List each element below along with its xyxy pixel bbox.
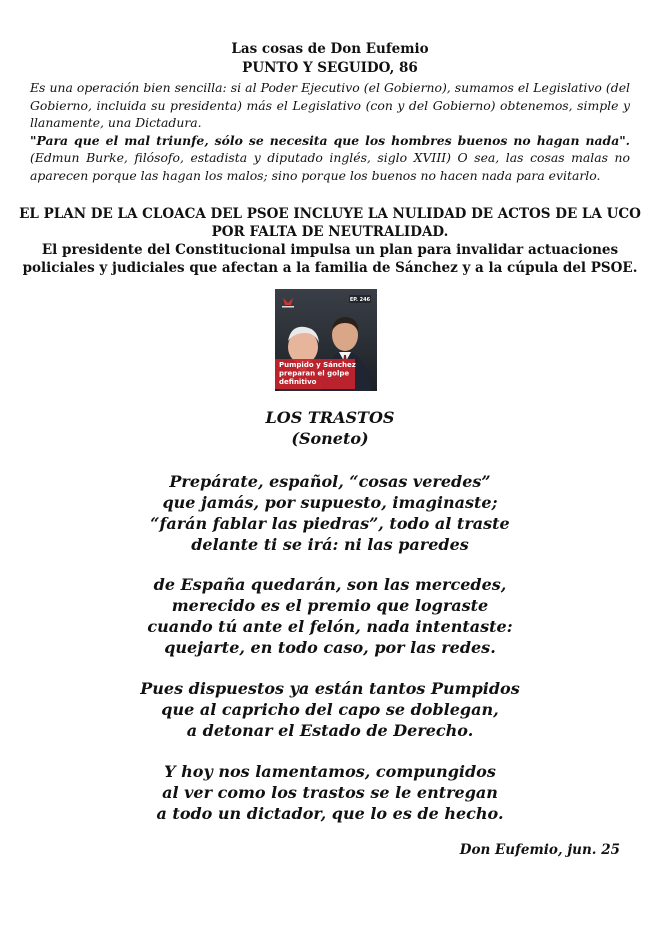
thumbnail-illustration xyxy=(275,289,377,391)
column-name: Las cosas de Don Eufemio xyxy=(231,41,429,57)
verse: que al capricho del capo se doblegan, xyxy=(161,700,499,719)
headline-line-1: EL PLAN DE LA CLOACA DEL PSOE INCLUYE LA NULIDAD DE ACTOS DE LA UCO xyxy=(19,206,641,222)
news-headline xyxy=(0,205,660,277)
burke-quote: "Para que el mal triunfe, sólo se necesita que los hombres buenos no hagan nada". xyxy=(30,132,630,148)
verse: merecido es el premio que lograste xyxy=(171,596,489,615)
stanza-4 xyxy=(0,761,660,824)
verse: Prepárate, español, “cosas veredes” xyxy=(169,472,491,491)
document-header xyxy=(0,40,660,78)
verse: que jamás, por supuesto, imaginaste; xyxy=(162,493,498,512)
poem-heading xyxy=(0,407,660,449)
stanza-3 xyxy=(0,678,660,741)
verse: cuando tú ante el felón, nada intentaste: xyxy=(147,617,513,636)
intro-section xyxy=(30,79,630,184)
signature: Don Eufemio, jun. 25 xyxy=(459,842,620,858)
intro-paragraph: Es una operación bien sencilla: si al Poder Ejecutivo (el Gobierno), sumamos el Legislativo (del Gobierno, incluida su presidenta) más el Legislativo (con y del Gobierno) obtenemos, simple y llanamente, una Dictadura. xyxy=(30,80,630,130)
headline-line-3: El presidente del Constitucional impulsa un plan para invalidar actuaciones xyxy=(41,242,619,258)
thumbnail-caption-1: Pumpido y Sánchez xyxy=(279,361,356,369)
headline-line-2: POR FALTA DE NEUTRALIDAD. xyxy=(211,224,449,240)
video-thumbnail xyxy=(275,289,377,391)
headline-line-4: policiales y judiciales que afectan a la familia de Sánchez y a la cúpula del PSOE. xyxy=(22,260,638,276)
poem-title: LOS TRASTOS xyxy=(265,408,395,427)
thumbnail-caption-2: preparan el golpe xyxy=(279,369,350,378)
verse: Pues dispuestos ya están tantos Pumpidos xyxy=(140,679,520,698)
verse: de España quedarán, son las mercedes, xyxy=(153,575,507,594)
verse: al ver como los trastos se le entregan xyxy=(162,783,498,802)
quote-note: (Edmun Burke, filósofo, estadista y diputado inglés, siglo XVIII) O sea, las cosas malas no aparecen porque las hagan los malos; sino porque los buenos no hacen nada para evitarlo. xyxy=(30,150,630,183)
stanza-1 xyxy=(0,471,660,555)
verse: “farán fablar las piedras”, todo al traste xyxy=(150,514,510,533)
stanza-2 xyxy=(0,574,660,658)
column-title: PUNTO Y SEGUIDO, 86 xyxy=(242,60,418,76)
verse: a todo un dictador, que lo es de hecho. xyxy=(156,804,504,823)
verse: a detonar el Estado de Derecho. xyxy=(186,721,474,740)
thumbnail-episode: EP. 246 xyxy=(349,297,371,303)
quote-paragraph xyxy=(30,132,630,185)
verse: delante ti se irá: ni las paredes xyxy=(191,535,469,554)
verse: Y hoy nos lamentamos, compungidos xyxy=(164,762,496,781)
verse: quejarte, en todo caso, por las redes. xyxy=(164,638,496,657)
poem-subtitle: (Soneto) xyxy=(291,429,369,448)
thumbnail-caption-3: definitivo xyxy=(279,378,317,386)
